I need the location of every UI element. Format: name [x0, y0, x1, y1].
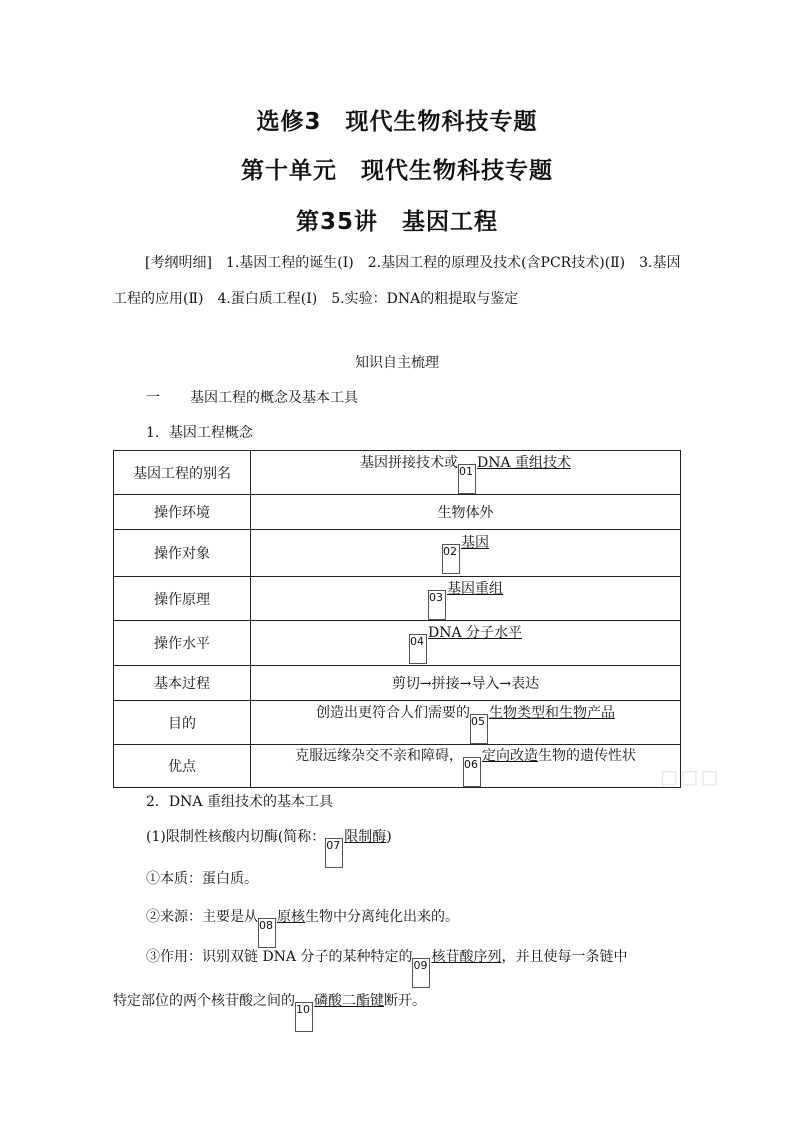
gene-engineering-concept-table	[113, 450, 681, 788]
subsection-2-heading: 2．DNA 重组技术的基本工具	[146, 794, 333, 810]
blank-number-box: 01	[458, 464, 476, 494]
unit-title: 第十单元 现代生物科技专题	[241, 158, 553, 184]
section-heading: 知识自主梳理	[355, 355, 439, 371]
answer-text: 基因重组	[447, 580, 503, 597]
blank-number-box: 02	[442, 544, 460, 574]
row-value	[251, 577, 681, 621]
answer-text: 生物类型和生物产品	[489, 704, 615, 721]
paragraph-nature: ①本质：蛋白质。	[146, 871, 258, 887]
blank-number-box: 09	[412, 958, 430, 988]
paragraph-source: ②来源：主要是从08原核生物中分离纯化出来的。	[146, 906, 459, 948]
blank-number-box: 03	[428, 590, 446, 620]
row-value	[251, 621, 681, 666]
section-1-heading	[146, 387, 358, 407]
row-label: 基本过程	[114, 666, 251, 701]
answer-text: DNA 重组技术	[476, 454, 572, 471]
row-value: 克服远缘杂交不亲和障碍，06定向改造生物的遗传性状	[251, 745, 681, 788]
syllabus-outline: [考纲明细] 1.基因工程的诞生(Ⅰ) 2.基因工程的原理及技术(含PCR技术)(Ⅱ) 3.基因工程的应用(Ⅱ) 4.蛋白质工程(Ⅰ) 5.实验：DNA的粗提取与鉴定	[113, 255, 681, 307]
row-value	[251, 530, 681, 577]
blank-number-box: 04	[409, 634, 427, 664]
answer-text: 限制酶	[344, 829, 387, 845]
row-value: 生物体外	[251, 495, 681, 530]
table-row	[114, 577, 681, 621]
table-row	[114, 745, 681, 788]
section-1-title: 基因工程的概念及基本工具	[190, 390, 358, 406]
blank-number-box: 06	[463, 757, 481, 787]
answer-text: 基因	[461, 535, 489, 551]
row-label: 操作对象	[114, 530, 251, 577]
table-row	[114, 530, 681, 577]
paragraph-function-continued: 特定部位的两个核苷酸之间的10磷酸二酯键断开。	[113, 990, 426, 1032]
row-label: 操作环境	[114, 495, 251, 530]
blank-number-box: 05	[470, 714, 488, 744]
blank-number-box: 08	[258, 918, 276, 948]
row-label: 操作原理	[114, 577, 251, 621]
table-row	[114, 451, 681, 495]
answer-text: 定向改造	[482, 748, 538, 764]
table-row	[114, 495, 681, 530]
answer-text: 磷酸二酯键	[314, 993, 384, 1009]
paragraph-function: ③作用：识别双链 DNA 分子的某种特定的09核苷酸序列，并且使每一条链中	[146, 946, 627, 988]
answer-text: 核苷酸序列	[431, 949, 502, 965]
row-label: 操作水平	[114, 621, 251, 666]
watermark: ◻◻◻	[660, 765, 721, 790]
paragraph-restriction-enzyme: (1)限制性核酸内切酶(简称：07限制酶)	[146, 826, 392, 868]
row-label: 优点	[114, 745, 251, 788]
answer-text: 原核	[277, 909, 305, 925]
blank-number-box: 10	[295, 1002, 313, 1032]
book-title: 选修3 现代生物科技专题	[256, 109, 538, 135]
row-label: 目的	[114, 701, 251, 745]
section-1-number: 一	[146, 390, 160, 406]
table-row	[114, 621, 681, 666]
row-label: 基因工程的别名	[114, 451, 251, 495]
table-row	[114, 666, 681, 701]
answer-text: DNA 分子水平	[427, 625, 523, 641]
row-value: 创造出更符合人们需要的05生物类型和生物产品	[251, 701, 681, 745]
table-row	[114, 701, 681, 745]
blank-number-box: 07	[325, 838, 343, 868]
subsection-1-heading: 1．基因工程概念	[146, 425, 253, 441]
row-value: 基因拼接技术或01DNA 重组技术	[251, 451, 681, 495]
lecture-title: 第35讲 基因工程	[295, 209, 498, 235]
row-value: 剪切→拼接→导入→表达	[251, 666, 681, 701]
